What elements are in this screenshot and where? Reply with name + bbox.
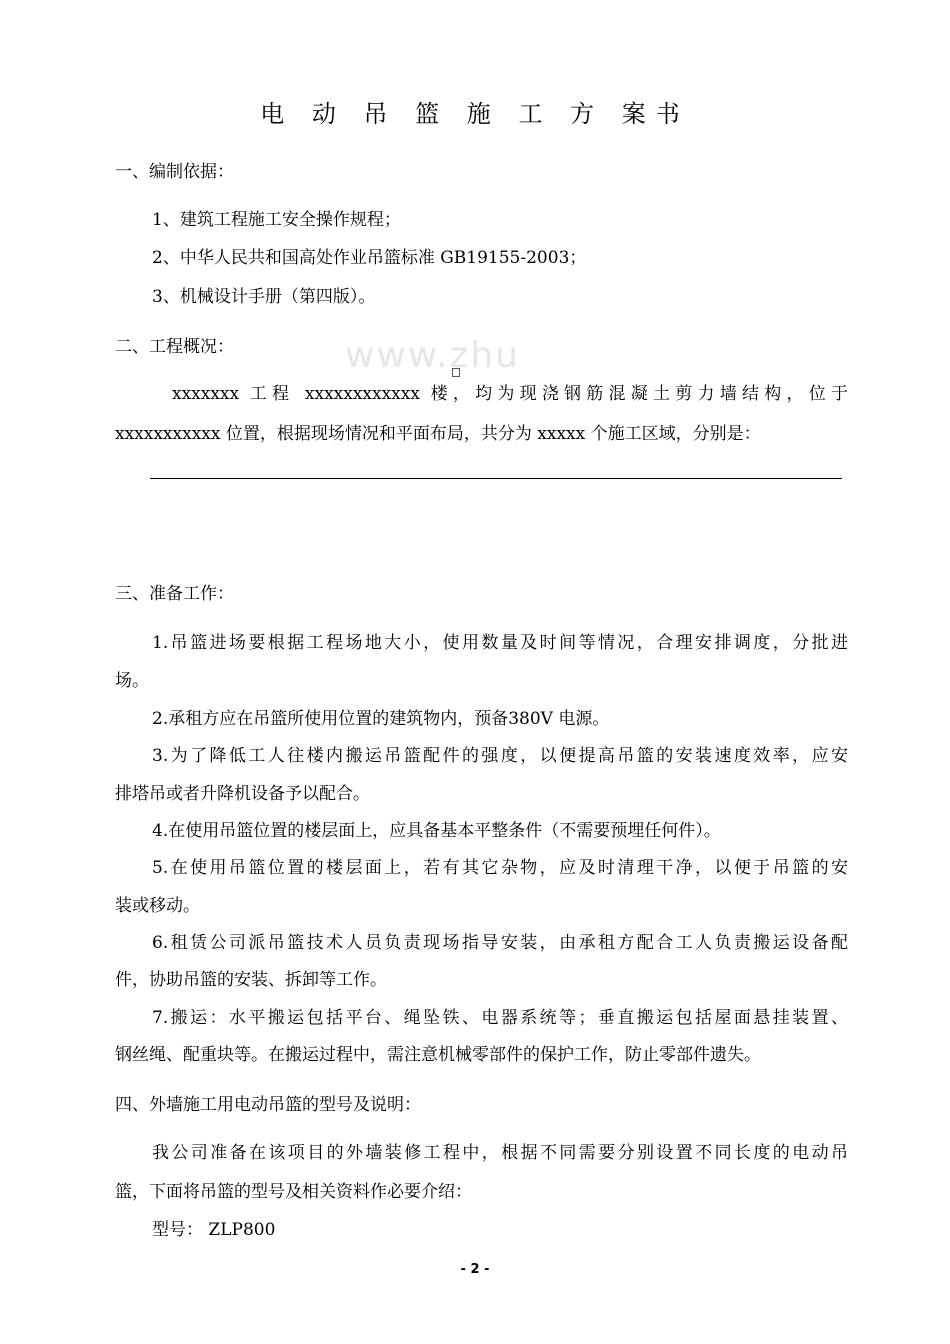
prep-item-7-line-1: 7.搬运：水平搬运包括平台、绳坠铁、电器系统等；垂直搬运包括屋面悬挂装置、 [152,1008,848,1028]
overview-line-2: xxxxxxxxxxx 位置，根据现场情况和平面布局，共分为 xxxxx 个施工区域，分别是： [115,424,761,444]
prep-item-6-line-1: 6.租赁公司派吊篮技术人员负责现场指导安装，由承租方配合工人负责搬运设备配 [152,933,848,953]
prep-item-2: 2.承租方应在吊篮所使用位置的建筑物内，预备380V 电源。 [152,709,610,729]
small-box-glyph [452,368,460,377]
page-number: - 2 - [460,1262,490,1277]
watermark: www.zhu [345,335,520,376]
prep-item-4: 4.在使用吊篮位置的楼层面上，应具备基本平整条件（不需要预埋任何件）。 [152,821,721,841]
overview-line-1: xxxxxxx 工程 xxxxxxxxxxxx 楼，均为现浇钢筋混凝土剪力墙结构，位于 [172,384,848,404]
prep-item-3-line-1: 3.为了降低工人往楼内搬运吊篮配件的强度，以便提高吊篮的安装速度效率，应安 [152,746,848,766]
blank-fill-line [150,478,842,479]
prep-item-3-line-2: 排塔吊或者升降机设备予以配合。 [115,784,370,804]
prep-item-1-line-1: 1.吊篮进场要根据工程场地大小，使用数量及时间等情况，合理安排调度，分批进 [152,633,848,653]
model-number: 型号： ZLP800 [152,1220,276,1240]
basis-item-1: 1、建筑工程施工安全操作规程； [152,210,401,230]
prep-item-1-line-2: 场。 [115,671,149,691]
document-title: 电 动 吊 篮 施 工 方 案书 [260,100,690,128]
prep-item-5-line-2: 装或移动。 [115,896,200,916]
models-intro-line-1: 我公司准备在该项目的外墙装修工程中，根据不同需要分别设置不同长度的电动吊 [152,1143,848,1163]
prep-item-7-line-2: 钢丝绳、配重块等。在搬运过程中，需注意机械零部件的保护工作，防止零部件遗失。 [115,1045,761,1065]
section-heading-4: 四、外墙施工用电动吊篮的型号及说明： [115,1095,421,1115]
prep-item-6-line-2: 件，协助吊篮的安装、拆卸等工作。 [115,970,387,990]
section-heading-2: 二、工程概况： [115,337,234,357]
prep-item-5-line-1: 5.在使用吊篮位置的楼层面上，若有其它杂物，应及时清理干净，以便于吊篮的安 [152,858,848,878]
models-intro-line-2: 篮，下面将吊篮的型号及相关资料作必要介绍： [115,1182,472,1202]
basis-item-3: 3、机械设计手册（第四版）。 [152,287,376,307]
basis-item-2: 2、中华人民共和国高处作业吊篮标准 GB19155-2003； [152,248,587,268]
section-heading-1: 一、编制依据： [115,162,234,182]
section-heading-3: 三、准备工作： [115,584,234,604]
